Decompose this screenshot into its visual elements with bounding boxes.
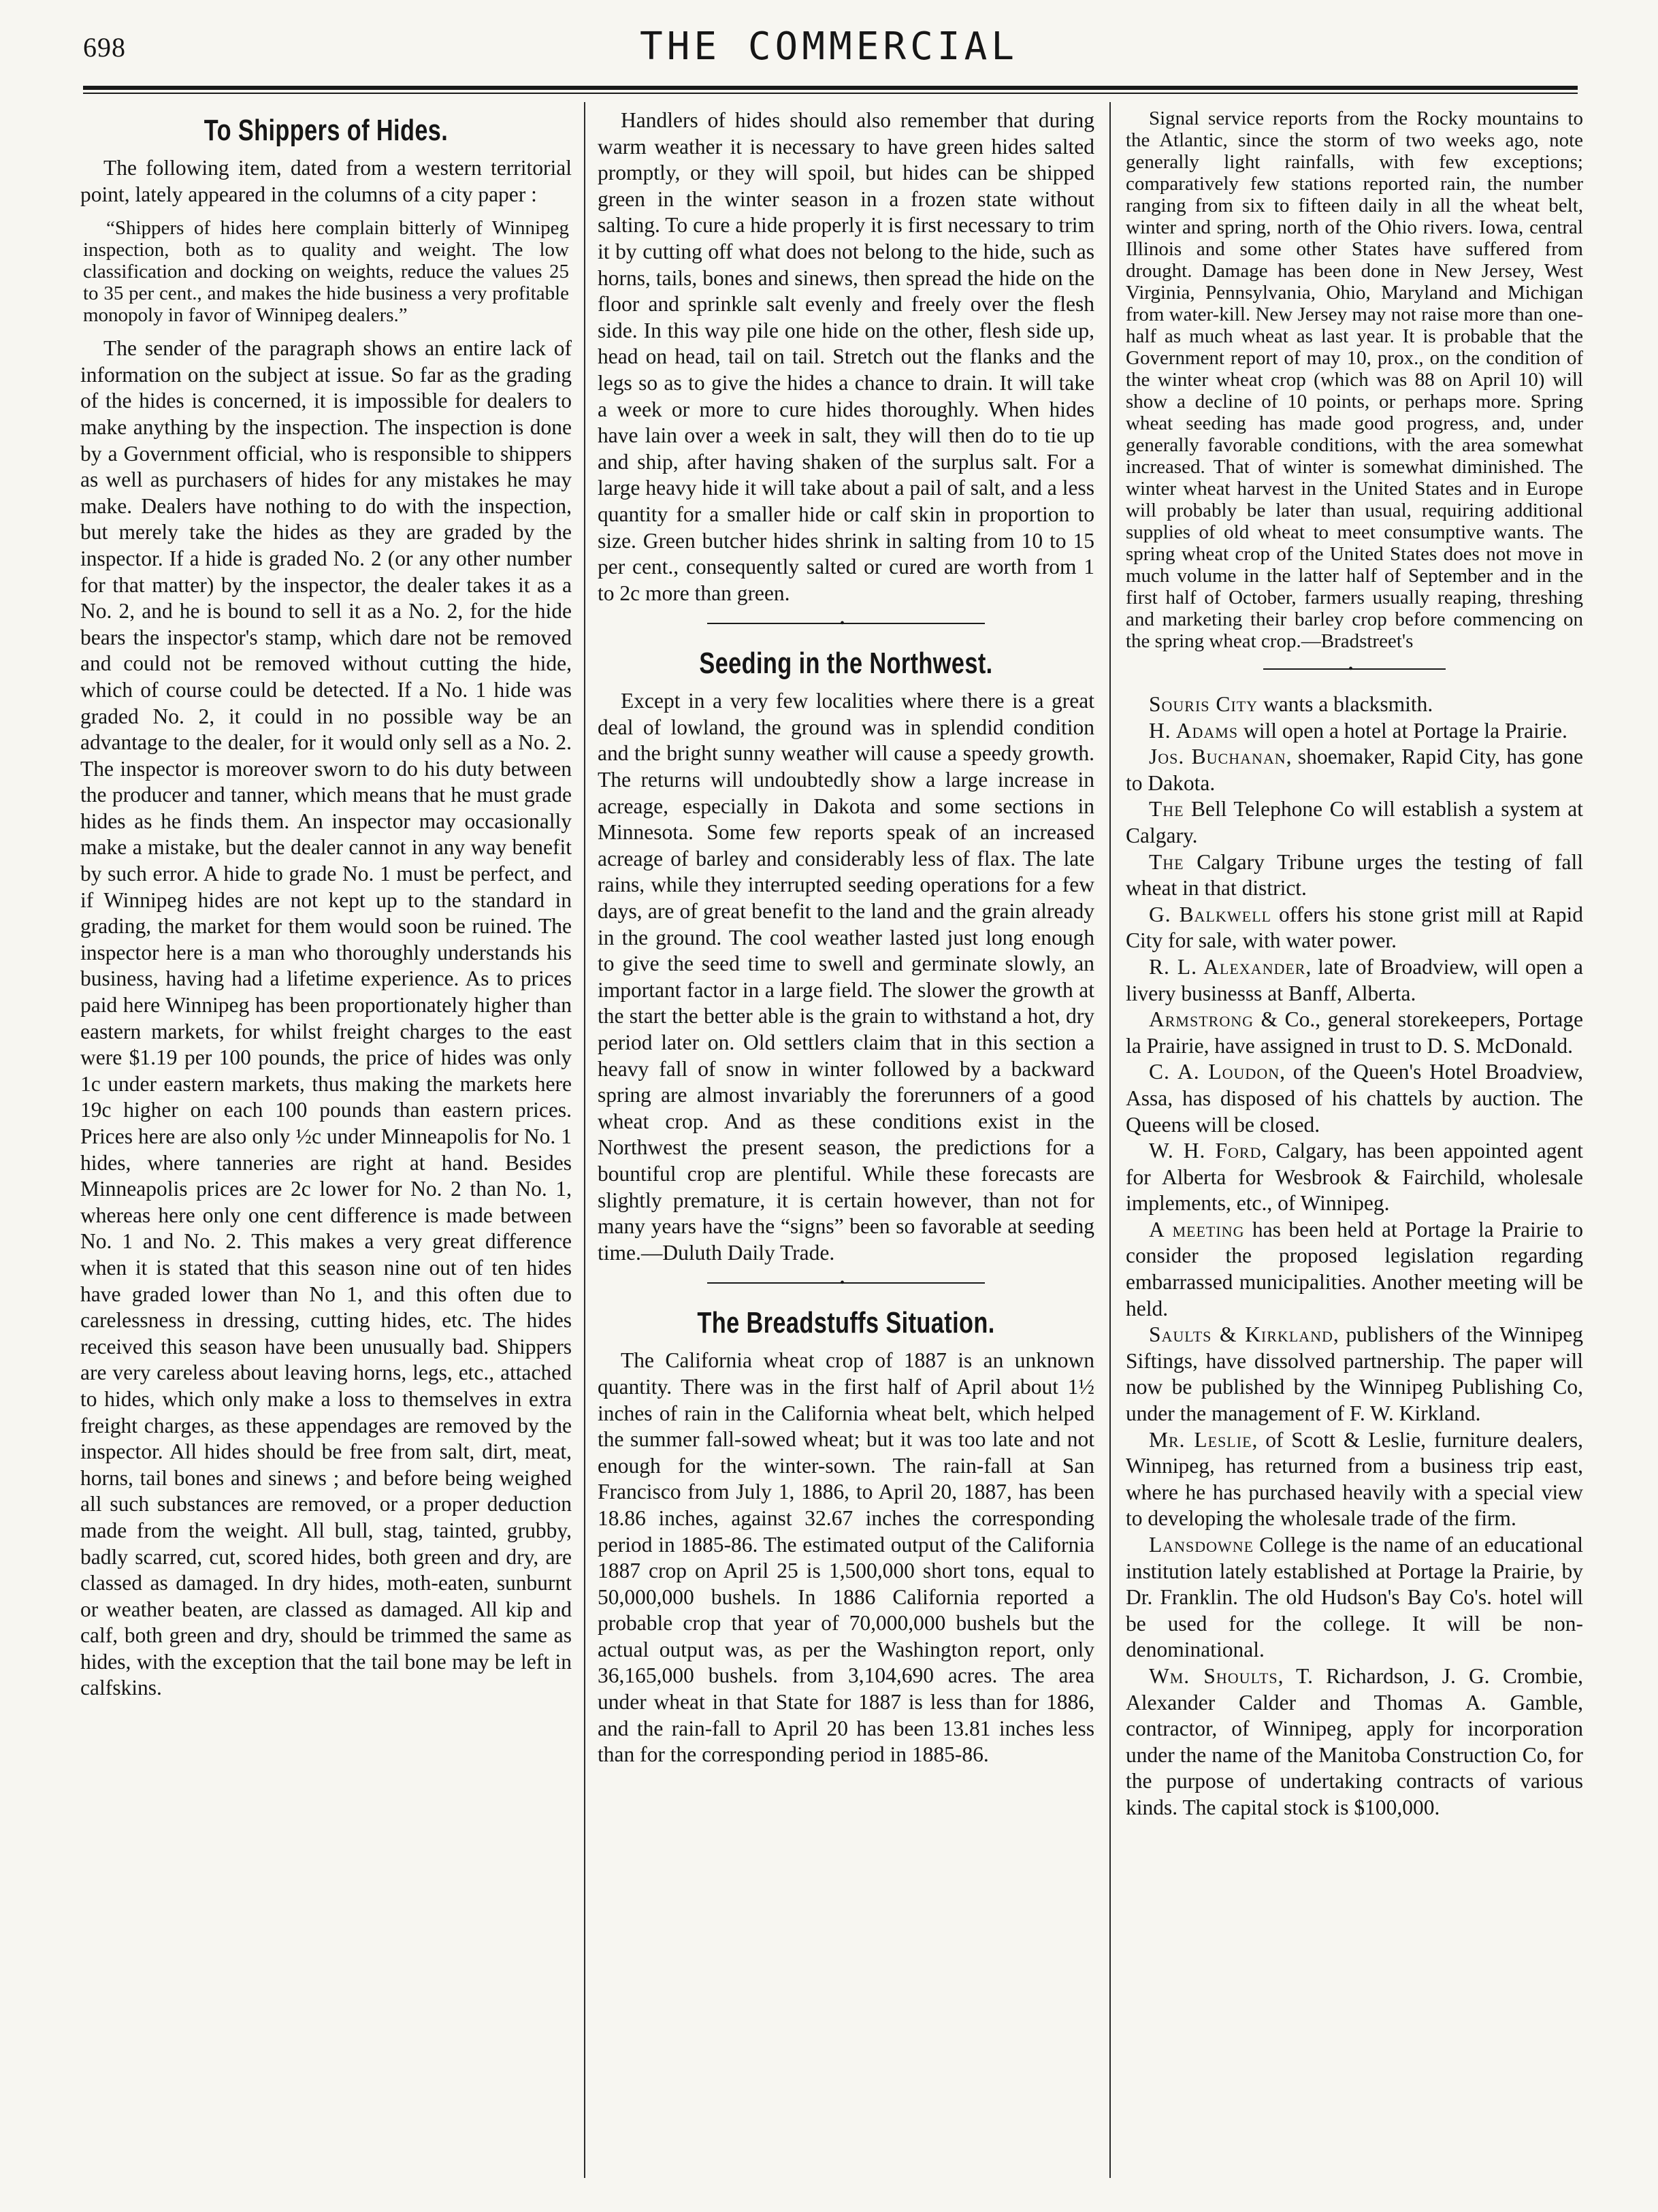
section-ornament bbox=[1126, 657, 1583, 681]
notice-item bbox=[1126, 1217, 1583, 1322]
notice-lead: A meeting bbox=[1149, 1217, 1245, 1241]
notice-text: , publishers of the Winnipeg Siftings, have dissolved partnership. The paper will now be published by the Winnipeg Publishing Co, under the management of F. W. Kirkland. bbox=[1126, 1322, 1583, 1426]
notice-item bbox=[1126, 902, 1583, 954]
notice-item bbox=[1126, 1138, 1583, 1217]
notice-item bbox=[1126, 796, 1583, 849]
ornament-dot-icon: • bbox=[840, 616, 845, 632]
header-rule-thin bbox=[83, 93, 1578, 94]
notice-lead: The bbox=[1149, 849, 1184, 874]
notice-text: offers his stone grist mill at Rapid City for sale, with water power. bbox=[1126, 902, 1583, 953]
notice-item bbox=[1126, 1007, 1583, 1059]
masthead: THE COMMERCIAL bbox=[639, 25, 1018, 69]
notice-text: & Co., general storekeepers, Portage la Prairie, have assigned in trust to D. S. McDonald. bbox=[1126, 1007, 1583, 1058]
notice-lead: Lansdowne bbox=[1149, 1533, 1254, 1557]
hides-continued: Handlers of hides should also remember that during warm weather it is necessary to have green hides salted promptly, or they will spoil, but hides can be shipped green in the winter season in a frozen state without salting. To cure a hide properly it is first necessary to trim it by cutting off what does not belong to the hide, such as horns, tails, bones and sinews, then spread the hide on the floor and sprinkle salt evenly and freely over the flesh side. In this way pile one hide on the other, flesh side up, head on head, tail on tail. Stretch out the flanks and the legs so as to give the hides a chance to drain. It will take a week or more to cure hides thoroughly. When hides have lain over a week in salt, they will then do to tie up and ship, after having shaken of the surplus salt. For a large heavy hide it will take about a pail of salt, and a less quantity for a smaller hide or calf skin in proportion to size. Green butcher hides shrink in salting from 10 to 15 per cent., consequently salted or cured are worth from 1 to 2c more than green. bbox=[598, 108, 1094, 605]
section-ornament bbox=[598, 612, 1094, 635]
notice-lead: C. A. Loudon bbox=[1149, 1060, 1280, 1084]
ornament-dot-icon: • bbox=[1348, 662, 1354, 677]
notice-text: , of Scott & Leslie, furniture dealers, Winnipeg, has returned from a business trip east, where he has purchased heavily with a special view to developing the wholesale trade of the firm. bbox=[1126, 1427, 1583, 1531]
notice-text: Bell Telephone Co will establish a system at Calgary. bbox=[1126, 797, 1583, 847]
notice-lead: Armstrong bbox=[1149, 1007, 1254, 1032]
notice-lead: Jos. Buchanan bbox=[1149, 745, 1286, 769]
hides-body: The sender of the paragraph shows an entire lack of information on the subject at issue. So far as the grading of the hides is concerned, it is impossible for dealers to make anything by the inspection. The inspection is done by a Government official, who is responsible to shippers as well as purchasers of hides for any mistakes he may make. Dealers have nothing to do with the inspection, but merely take the hides as they are graded by the inspector. If a hide is graded No. 2 (or any other number for that matter) by the inspector, the dealer takes it as a No. 2, and he is bound to sell it as a No. 2, for the hide bears the inspector's stamp, which dare not be removed and could not be removed without cutting the hide, which of course could be detected. If a No. 1 hide was graded No. 2, it could in no possible way be an advantage to the dealer, for it would only sell as a No. 2. The inspector is moreover sworn to do his duty between the producer and tanner, which means that he must grade hides as he finds them. An inspector may occasionally make a mistake, but the dealer cannot in any way benefit by such error. A hide to grade No. 1 must be perfect, and if Winnipeg hides are not kept up to the standard in grading, the market for them would soon be ruined. The inspector here is a man who thoroughly understands his business, having had a lifetime experience. As to prices paid here Winnipeg has been proportionately higher than eastern markets, for whilst freight charges to the east were $1.19 per 100 pounds, the price of hides was only 1c under eastern markets, thus making the markets here 19c higher on each 100 pounds than eastern prices. Prices here are also only ½c under Minneapolis for No. 1 hides, where tanneries are right at hand. Besides Minneapolis prices are 2c lower for No. 2 than No. 1, whereas here only one cent difference is made between No. 1 and No. 2. This makes a very great difference when it is stated that this season nine out of ten hides have graded lower than No 1, and this often due to carelessness in dressing, cutting hides, etc. The hides received this season have been unusually bad. Shippers are very careless about leaving horns, legs, etc., attached to hides, which only make a loss to themselves in extra freight charges, as these appendages are removed by the inspector. All hides should be free from salt, dirt, meat, horns, tail bones and sinews ; and before being weighed all such substances are removed, or a proper deduction made from the weight. All bull, stag, tainted, grubby, badly scarred, cut, scored hides, both green and dry, are classed as damaged. In dry hides, moth-eaten, sunburnt or weather beaten, are classed as damaged. All kip and calf, both green and dry, should be trimmed the same as hides, with the exception that the tail bone may be left in calfskins. bbox=[80, 336, 572, 1700]
notice-lead: Mr. Leslie bbox=[1149, 1427, 1252, 1452]
notice-text: , late of Broadview, will open a livery businesss at Banff, Alberta. bbox=[1126, 954, 1583, 1005]
notice-text: will open a hotel at Portage la Prairie. bbox=[1238, 718, 1567, 743]
notice-lead: W. H. Ford bbox=[1149, 1139, 1262, 1163]
notice-item bbox=[1126, 1427, 1583, 1532]
notice-item bbox=[1126, 1059, 1583, 1138]
notice-item bbox=[1126, 1322, 1583, 1427]
notice-text: wants a blacksmith. bbox=[1258, 692, 1433, 716]
notice-lead: The bbox=[1149, 797, 1184, 822]
notice-text: Calgary Tribune urges the testing of fall wheat in that district. bbox=[1126, 849, 1583, 900]
page-number: 698 bbox=[83, 32, 126, 63]
column-1 bbox=[80, 108, 572, 1702]
headline-shippers-of-hides: To Shippers of Hides. bbox=[204, 114, 449, 147]
notice-text: , Calgary, has been appointed agent for Alberta for Wesbrook & Fairchild, wholesale implements, etc., of Winnipeg. bbox=[1126, 1139, 1583, 1216]
notice-text: College is the name of an educational institution lately established at Portage la Prairie, by Dr. Franklin. The old Hudson's Bay Co's. hotel will be used for the college. It will be non-denominational. bbox=[1126, 1533, 1583, 1662]
notice-text: , shoemaker, Rapid City, has gone to Dakota. bbox=[1126, 745, 1583, 795]
hides-quote: “Shippers of hides here complain bitterly of Winnipeg inspection, both as to quality and weight. The low classification and docking on weights, reduce the values 25 to 35 per cent., and makes the hide business a very profitable monopoly in favor of Winnipeg dealers.” bbox=[83, 217, 569, 327]
notice-text: , of the Queen's Hotel Broadview, Assa, has disposed of his chattels by auction. The Queens will be closed. bbox=[1126, 1060, 1583, 1137]
notice-lead: R. L. Alexander bbox=[1149, 954, 1306, 979]
section-ornament bbox=[598, 1271, 1094, 1295]
breadstuffs-body: The California wheat crop of 1887 is an unknown quantity. There was in the first half of April about 1½ inches of rain in the California wheat belt, which helped the summer fall-sowed wheat; but it was too late and not enough for the winter-sown. The rain-fall at San Francisco from July 1, 1886, to April 20, 1887, has been 18.86 inches, against 32.67 inches the corresponding period in 1885-86. The estimated output of the California 1887 crop on April 25 is 1,500,000 short tons, equal to 50,000,000 bushels. In 1886 California reported a probable crop that year of 70,000,000 bushels but the actual output was, as per the Washington report, only 36,165,000 bushels. from 3,104,690 acres. The area under wheat in that State for 1887 is less than for 1886, and the rain-fall to April 20 has been 13.81 inches less than for the corresponding period in 1885-86. bbox=[598, 1348, 1094, 1767]
notice-item bbox=[1126, 718, 1583, 745]
notices-list bbox=[1126, 692, 1583, 1821]
notice-lead: Wm. Shoults bbox=[1149, 1663, 1278, 1688]
notice-item bbox=[1126, 1532, 1583, 1663]
column-divider-2 bbox=[1109, 102, 1111, 2178]
notice-item bbox=[1126, 954, 1583, 1007]
column-divider-1 bbox=[584, 102, 585, 2178]
headline-seeding-northwest: Seeding in the Northwest. bbox=[699, 647, 993, 681]
seeding-body: Except in a very few localities where there is a great deal of lowland, the ground was in splendid condition and the bright sunny weather will cause a speedy growth. The returns will undoubtedly show a large increase in acreage, especially in Dakota and some sections in Minnesota. Some few reports speak of an increased acreage of barley and considerably less of flax. The late rains, while they interrupted seeding operations for a few days, are of great benefit to the land and the grain already in the ground. The cool weather lasted just long enough to give the seed time to swell and germinate slowly, an important factor in a large field. The slower the growth at the start the better able is the grain to withstand a hot, dry period later on. Old settlers claim that in this section a heavy fall of snow in winter followed by a backward spring are almost invariably the forerunners of a good wheat crop. And as these conditions exist in the Northwest the present season, the predictions for a bountiful crop are plentiful. While these forecasts are slightly premature, it is certain however, than not for many years have the “signs” been so favorable at seeding time.—Duluth Daily Trade. bbox=[598, 689, 1094, 1265]
ornament-dot-icon: • bbox=[840, 1275, 845, 1291]
notice-text: has been held at Portage la Prairie to consider the proposed legislation regarding embarrassed municipalities. Another meeting will be held. bbox=[1126, 1217, 1583, 1320]
header-rule-thick bbox=[83, 86, 1578, 90]
notice-lead: Souris City bbox=[1149, 692, 1258, 716]
headline-breadstuffs-situation: The Breadstuffs Situation. bbox=[697, 1306, 995, 1340]
notice-item bbox=[1126, 692, 1583, 718]
breadstuffs-continued: Signal service reports from the Rocky mountains to the Atlantic, since the storm of two weeks ago, note generally light rainfalls, with few exceptions; comparatively few stations reported rain, the number ranging from six to fifteen daily in all the wheat belt, winter and spring, north of the Ohio rivers. Iowa, central Illinois and some other States have suffered from drought. Damage has been done in New Jersey, West Virginia, Pennsylvania, Ohio, Maryland and Michigan from water-kill. New Jersey may not raise more than one-half as much wheat as last year. It is probable that the Government report of may 10, prox., on the condition of the winter wheat crop (which was 88 on April 10) will show a decline of 10 points, or perhaps more. Spring wheat seeding has made good progress, and, under generally favorable conditions, with the area somewhat increased. That of winter is somewhat diminished. The winter wheat harvest in the United States and in Europe will probably be later than usual, requiring additional supplies of old wheat to meet consumptive wants. The spring wheat crop of the United States does not move in much volume in the latter half of September and in the first half of October, farmers usually reaping, threshing and marketing their barley crop before commencing on the spring wheat crop.—Bradstreet's bbox=[1126, 108, 1583, 652]
notice-lead: H. Adams bbox=[1149, 718, 1239, 743]
column-2 bbox=[598, 108, 1094, 1768]
notice-item bbox=[1126, 744, 1583, 796]
notice-item bbox=[1126, 849, 1583, 902]
page-header bbox=[0, 25, 1658, 79]
notice-text: , T. Richardson, J. G. Crombie, Alexander Calder and Thomas A. Gamble, contractor, of Winnipeg, apply for incorporation under the name of the Manitoba Construction Co, for the purpose of undertaking contracts of various kinds. The capital stock is $100,000. bbox=[1126, 1663, 1583, 1819]
notice-lead: Saults & Kirkland bbox=[1149, 1322, 1333, 1347]
hides-intro: The following item, dated from a western territorial point, lately appeared in the columns of a city paper : bbox=[80, 156, 572, 206]
notice-item bbox=[1126, 1663, 1583, 1821]
column-3 bbox=[1126, 108, 1583, 1821]
notice-lead: G. Balkwell bbox=[1149, 902, 1271, 926]
